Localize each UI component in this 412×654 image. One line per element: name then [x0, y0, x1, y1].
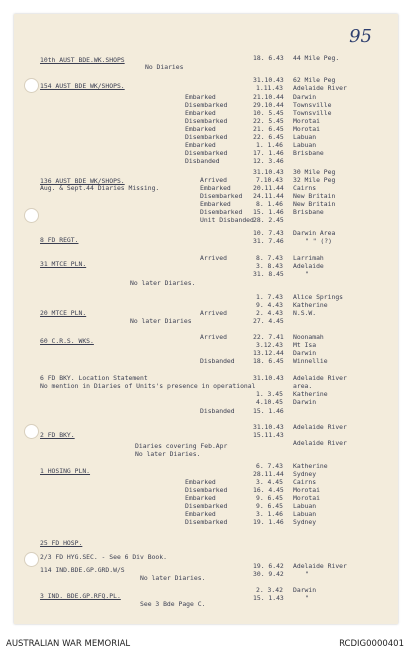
- punch-hole: [24, 552, 39, 567]
- typed-line: Townsville: [293, 109, 332, 117]
- typed-line: 3. 1.46: [256, 510, 283, 518]
- typed-line: Disembarked: [185, 518, 228, 526]
- typed-line: 31.10.43: [253, 374, 284, 382]
- typed-line: No later Diaries.: [135, 450, 201, 458]
- typed-line: Embarked: [185, 141, 216, 149]
- typed-line: No later Diaries.: [140, 574, 206, 582]
- typed-line: 18. 6.43: [253, 54, 284, 62]
- typed-line: 4.10.45: [256, 398, 283, 406]
- typed-line: Arrived: [200, 254, 227, 262]
- typed-line: Morotai: [293, 486, 320, 494]
- typed-line: 10. 7.43: [253, 229, 284, 237]
- typed-line: Embarked: [185, 125, 216, 133]
- typed-line: 6. 7.43: [256, 462, 283, 470]
- typed-line: 1. 7.43: [256, 293, 283, 301]
- typed-line: 28. 2.45: [253, 216, 284, 224]
- typed-line: Disbanded: [185, 157, 220, 165]
- typed-line: Darwin: [293, 398, 317, 406]
- typed-line: 1. 3.45: [256, 390, 283, 398]
- typed-line: Brisbane: [293, 208, 324, 216]
- typed-line: 2. 3.42: [256, 586, 283, 594]
- typed-line: 3. 4.45: [256, 478, 283, 486]
- typed-line: Embarked: [185, 93, 216, 101]
- typed-line: 31. 8.45: [253, 270, 284, 278]
- typed-line: Larrimah: [293, 254, 324, 262]
- typed-line: 114 IND.BDE.GP.GRD.W/S: [40, 566, 125, 574]
- typed-line: Arrived: [200, 176, 227, 184]
- typed-line: Disembarked: [185, 117, 228, 125]
- typed-line: 3. 8.43: [256, 262, 283, 270]
- typed-line: Disembarked: [185, 101, 228, 109]
- typed-line: Embarked: [185, 510, 216, 518]
- typed-line: No mention in Diaries of Units's presence in operational: [40, 382, 256, 390]
- typed-line: 31.10.43: [253, 168, 284, 176]
- typed-line: Labuan: [293, 133, 317, 141]
- typed-line: Alice Springs: [293, 293, 344, 301]
- typed-line: area.: [293, 382, 313, 390]
- typed-line: 8. 1.46: [256, 200, 283, 208]
- typed-line: Darwin: [293, 586, 317, 594]
- unit-heading: 60 C.R.S. WKS.: [40, 337, 94, 345]
- typed-line: 1. 1.46: [256, 141, 283, 149]
- typed-line: ": [305, 270, 309, 278]
- typed-line: 3.12.43: [256, 341, 283, 349]
- typed-line: Adelaide River: [293, 562, 347, 570]
- typed-line: 13.12.44: [253, 349, 284, 357]
- typed-line: Darwin: [293, 349, 317, 357]
- typed-line: 2. 4.43: [256, 309, 283, 317]
- typed-line: Embarked: [185, 494, 216, 502]
- unit-heading: 31 MTCE PLN.: [40, 260, 87, 268]
- typed-line: See 3 Bde Page C.: [140, 600, 206, 608]
- typed-line: No later Diaries.: [130, 279, 196, 287]
- typed-line: 28.11.44: [253, 470, 284, 478]
- unit-heading: 154 AUST BDE WK/SHOPS.: [40, 82, 125, 90]
- typed-line: Labuan: [293, 502, 317, 510]
- unit-heading: 2 FD BKY.: [40, 431, 75, 439]
- typed-line: 30 Mile Peg: [293, 168, 336, 176]
- typed-line: 62 Mile Peg: [293, 76, 336, 84]
- typed-line: 21.10.44: [253, 93, 284, 101]
- typed-line: Morotai: [293, 117, 320, 125]
- typed-line: 31.10.43: [253, 76, 284, 84]
- unit-heading: 10th AUST BDE.WK.SHOPS: [40, 56, 125, 64]
- typed-line: 2/3 FD HYG.SEC. - See 6 Div Book.: [40, 553, 167, 561]
- typed-line: No Diaries: [145, 63, 184, 71]
- typed-line: Disembarked: [185, 502, 228, 510]
- typed-line: 15. 1.46: [253, 208, 284, 216]
- typed-line: 15. 1.46: [253, 407, 284, 415]
- typed-line: 16. 4.45: [253, 486, 284, 494]
- unit-heading: 3 IND. BDE.GP.RFQ.PL.: [40, 592, 121, 600]
- typed-line: Disembarked: [185, 133, 228, 141]
- typed-line: Katherine: [293, 462, 328, 470]
- typed-line: Diaries covering Feb.Apr: [135, 442, 228, 450]
- typed-line: Labuan: [293, 141, 317, 149]
- typed-line: Winnellie: [293, 357, 328, 365]
- typed-line: Cairns: [293, 478, 317, 486]
- punch-hole: [24, 424, 39, 439]
- typed-line: 17. 1.46: [253, 149, 284, 157]
- punch-hole: [24, 208, 39, 223]
- typed-line: Disembarked: [185, 486, 228, 494]
- footer-bar: [0, 634, 412, 654]
- typed-line: 1.11.43: [256, 84, 283, 92]
- typed-line: ": [305, 594, 309, 602]
- typed-line: Embarked: [200, 200, 231, 208]
- typed-line: Katherine: [293, 390, 328, 398]
- typed-line: 12. 3.46: [253, 157, 284, 165]
- typed-line: 21. 6.45: [253, 125, 284, 133]
- typed-line: 9. 6.45: [256, 502, 283, 510]
- typed-line: 30. 9.42: [253, 570, 284, 578]
- typed-line: 20.11.44: [253, 184, 284, 192]
- typed-line: Adelaide River: [293, 439, 347, 447]
- typed-line: Embarked: [185, 109, 216, 117]
- typed-line: 18. 6.45: [253, 357, 284, 365]
- typed-line: Aug. & Sept.44 Diaries Missing.: [40, 184, 160, 192]
- typed-line: 22. 6.45: [253, 133, 284, 141]
- footer-institution: AUSTRALIAN WAR MEMORIAL: [6, 639, 131, 649]
- typed-line: Mt Isa: [293, 341, 317, 349]
- typed-line: 29.10.44: [253, 101, 284, 109]
- typed-line: 19. 6.42: [253, 562, 284, 570]
- typed-line: Unit Disbanded: [200, 216, 254, 224]
- typed-line: " " (?): [305, 237, 332, 245]
- typed-line: Darwin: [293, 93, 317, 101]
- typed-line: Embarked: [185, 478, 216, 486]
- typed-line: Disbanded: [200, 407, 235, 415]
- typed-line: No later Diaries: [130, 317, 192, 325]
- typed-line: 15.11.43: [253, 431, 284, 439]
- unit-heading: 20 MTCE PLN.: [40, 309, 87, 317]
- unit-heading: 8 FD REGT.: [40, 236, 79, 244]
- typed-line: New Britain: [293, 200, 336, 208]
- typed-line: 44 Mile Peg.: [293, 54, 340, 62]
- typed-line: 8. 7.43: [256, 254, 283, 262]
- typed-line: 9. 6.45: [256, 494, 283, 502]
- page-number: 95: [349, 26, 372, 47]
- footer-reference-id: RCDIG0000401: [339, 639, 404, 649]
- typed-line: 9. 4.43: [256, 301, 283, 309]
- typed-line: Morotai: [293, 125, 320, 133]
- typed-line: 6 FD BKY. Location Statement: [40, 374, 148, 382]
- typed-line: Brisbane: [293, 149, 324, 157]
- typed-line: Embarked: [200, 184, 231, 192]
- typed-line: Arrived: [200, 309, 227, 317]
- typed-line: Katherine: [293, 301, 328, 309]
- typed-line: Labuan: [293, 510, 317, 518]
- typed-line: 32 Mile Peg: [293, 176, 336, 184]
- typed-line: 7.10.43: [256, 176, 283, 184]
- typed-line: N.S.W.: [293, 309, 317, 317]
- typed-line: Adelaide: [293, 262, 324, 270]
- typed-line: Disbanded: [200, 357, 235, 365]
- typed-line: Darwin Area: [293, 229, 336, 237]
- typed-line: Townsville: [293, 101, 332, 109]
- typed-line: 22. 5.45: [253, 117, 284, 125]
- typed-line: 31.10.43: [253, 423, 284, 431]
- punch-hole: [24, 78, 39, 93]
- typed-line: Adelaide River: [293, 84, 347, 92]
- typed-line: Adelaide River: [293, 423, 347, 431]
- typed-line: 31. 7.46: [253, 237, 284, 245]
- typed-line: 10. 5.45: [253, 109, 284, 117]
- typed-line: Arrived: [200, 333, 227, 341]
- typed-line: New Britain: [293, 192, 336, 200]
- typed-line: 19. 1.46: [253, 518, 284, 526]
- typed-line: 15. 1.43: [253, 594, 284, 602]
- typed-line: Noonamah: [293, 333, 324, 341]
- typed-line: Disembarked: [200, 208, 243, 216]
- typed-line: 24.11.44: [253, 192, 284, 200]
- typed-line: Sydney: [293, 518, 317, 526]
- unit-heading: 1 HOSING PLN.: [40, 467, 91, 475]
- typed-line: Adelaide River: [293, 374, 347, 382]
- typed-line: Sydney: [293, 470, 317, 478]
- typed-line: 27. 4.45: [253, 317, 284, 325]
- typed-line: Morotai: [293, 494, 320, 502]
- unit-heading: 136 AUST BDE WK/SHOPS.: [40, 177, 125, 185]
- document-page: [14, 14, 398, 624]
- unit-heading: 25 FD HOSP.: [40, 539, 83, 547]
- typed-line: Cairns: [293, 184, 317, 192]
- typed-line: Disembarked: [185, 149, 228, 157]
- typed-line: Disembarked: [200, 192, 243, 200]
- typed-line: 22. 7.41: [253, 333, 284, 341]
- typed-line: ": [305, 570, 309, 578]
